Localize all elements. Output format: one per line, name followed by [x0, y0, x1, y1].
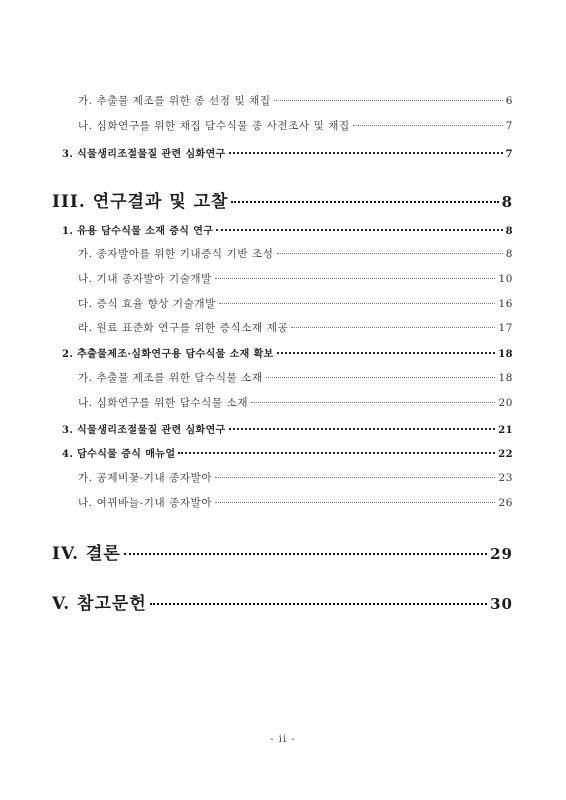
toc-chapter-title: III. 연구결과 및 고찰 [52, 192, 229, 212]
toc-entry [62, 222, 513, 237]
toc-chapter-title: IV. 결론 [52, 544, 121, 564]
toc-entry-title: 3. 식물생리조절물질 관련 심화연구 [62, 149, 226, 160]
toc-entry [78, 395, 513, 410]
toc-entry [78, 470, 513, 485]
toc-entry-title: 라. 원료 표준화 연구를 위한 증식소재 제공 [78, 322, 289, 334]
toc-entry [78, 93, 513, 108]
toc-entry [78, 296, 513, 311]
toc-entry-title: 나. 심화연구를 위한 담수식물 소재 [78, 397, 249, 409]
toc-leader [219, 303, 496, 304]
toc-chapter-page: 30 [490, 595, 513, 613]
toc-entry-page: 17 [498, 322, 513, 334]
toc-chapter [52, 539, 513, 564]
toc-entry-page: 10 [498, 273, 513, 285]
toc-leader [277, 253, 503, 254]
toc-entry [62, 445, 513, 460]
toc-entry [78, 370, 513, 385]
toc-entry-page: 6 [505, 95, 513, 107]
toc-leader [277, 352, 496, 354]
toc-entry-title: 가. 종자발아를 위한 기내증식 기반 조성 [78, 248, 274, 260]
toc-leader [231, 201, 498, 203]
toc-entry-title: 가. 공제비꽃-기내 종자발아 [78, 472, 213, 484]
toc-leader [229, 152, 503, 154]
toc-leader [178, 452, 495, 454]
toc-entry-title: 가. 추출물 제조를 위한 담수식물 소재 [78, 372, 263, 384]
toc-entry-page: 22 [498, 449, 513, 460]
toc-entry-page: 18 [498, 349, 513, 360]
toc-entry [62, 345, 513, 360]
toc-entry-title: 나. 여뀌바늘-기내 종자발아 [78, 497, 213, 509]
toc-entry-page: 16 [498, 298, 513, 310]
toc-leader [150, 603, 487, 605]
toc-entry-title: 다. 증식 효율 향상 기술개발 [78, 298, 216, 310]
toc-chapter-page: 8 [501, 193, 513, 211]
toc-entry-page: 8 [505, 248, 513, 260]
toc-chapter-page: 29 [490, 545, 513, 563]
toc-entry [62, 421, 513, 436]
toc-entry [78, 495, 513, 510]
toc-entry [78, 118, 513, 133]
toc-entry-page: 8 [505, 226, 513, 237]
toc-entry-page: 23 [498, 472, 513, 484]
toc-entry-page: 7 [505, 120, 513, 132]
toc-leader [266, 377, 496, 378]
toc-entry-title: 나. 심화연구를 위한 채집 담수식물 종 사전조사 및 채집 [78, 120, 350, 132]
toc-leader [353, 125, 503, 126]
toc-entry-page: 26 [498, 497, 513, 509]
toc-entry-page: 21 [498, 425, 513, 436]
toc-chapter [52, 187, 513, 212]
toc-entry [62, 145, 513, 160]
toc-chapter [52, 589, 513, 614]
toc-entry-page: 18 [498, 372, 513, 384]
toc-leader [291, 327, 495, 328]
toc-entry-title: 가. 추출물 제조를 위한 종 선정 및 채집 [78, 95, 271, 107]
page-number: - ii - [270, 734, 296, 745]
toc-entry-title: 4. 담수식물 증식 매뉴얼 [62, 449, 176, 460]
toc-leader [229, 428, 496, 430]
toc-entry-title: 1. 유용 담수식물 소재 증식 연구 [62, 226, 214, 237]
toc-entry [78, 271, 513, 286]
toc-entry-title: 나. 기내 종자발아 기술개발 [78, 273, 212, 285]
toc-leader [124, 553, 487, 555]
toc-entry-title: 3. 식물생리조절물질 관련 심화연구 [62, 425, 226, 436]
toc-entry-title: 2. 추출물제조·심화연구용 담수식물 소재 확보 [62, 349, 274, 360]
toc-leader [215, 502, 495, 503]
toc-entry-page: 7 [505, 149, 513, 160]
toc-leader [216, 229, 502, 231]
toc-entry [78, 246, 513, 261]
toc-leader [215, 477, 495, 478]
toc-leader [274, 100, 503, 101]
toc-leader [251, 402, 495, 403]
toc-chapter-title: V. 참고문헌 [52, 594, 147, 614]
toc-entry-page: 20 [498, 397, 513, 409]
toc-entry [78, 320, 513, 335]
toc-leader [215, 278, 496, 279]
